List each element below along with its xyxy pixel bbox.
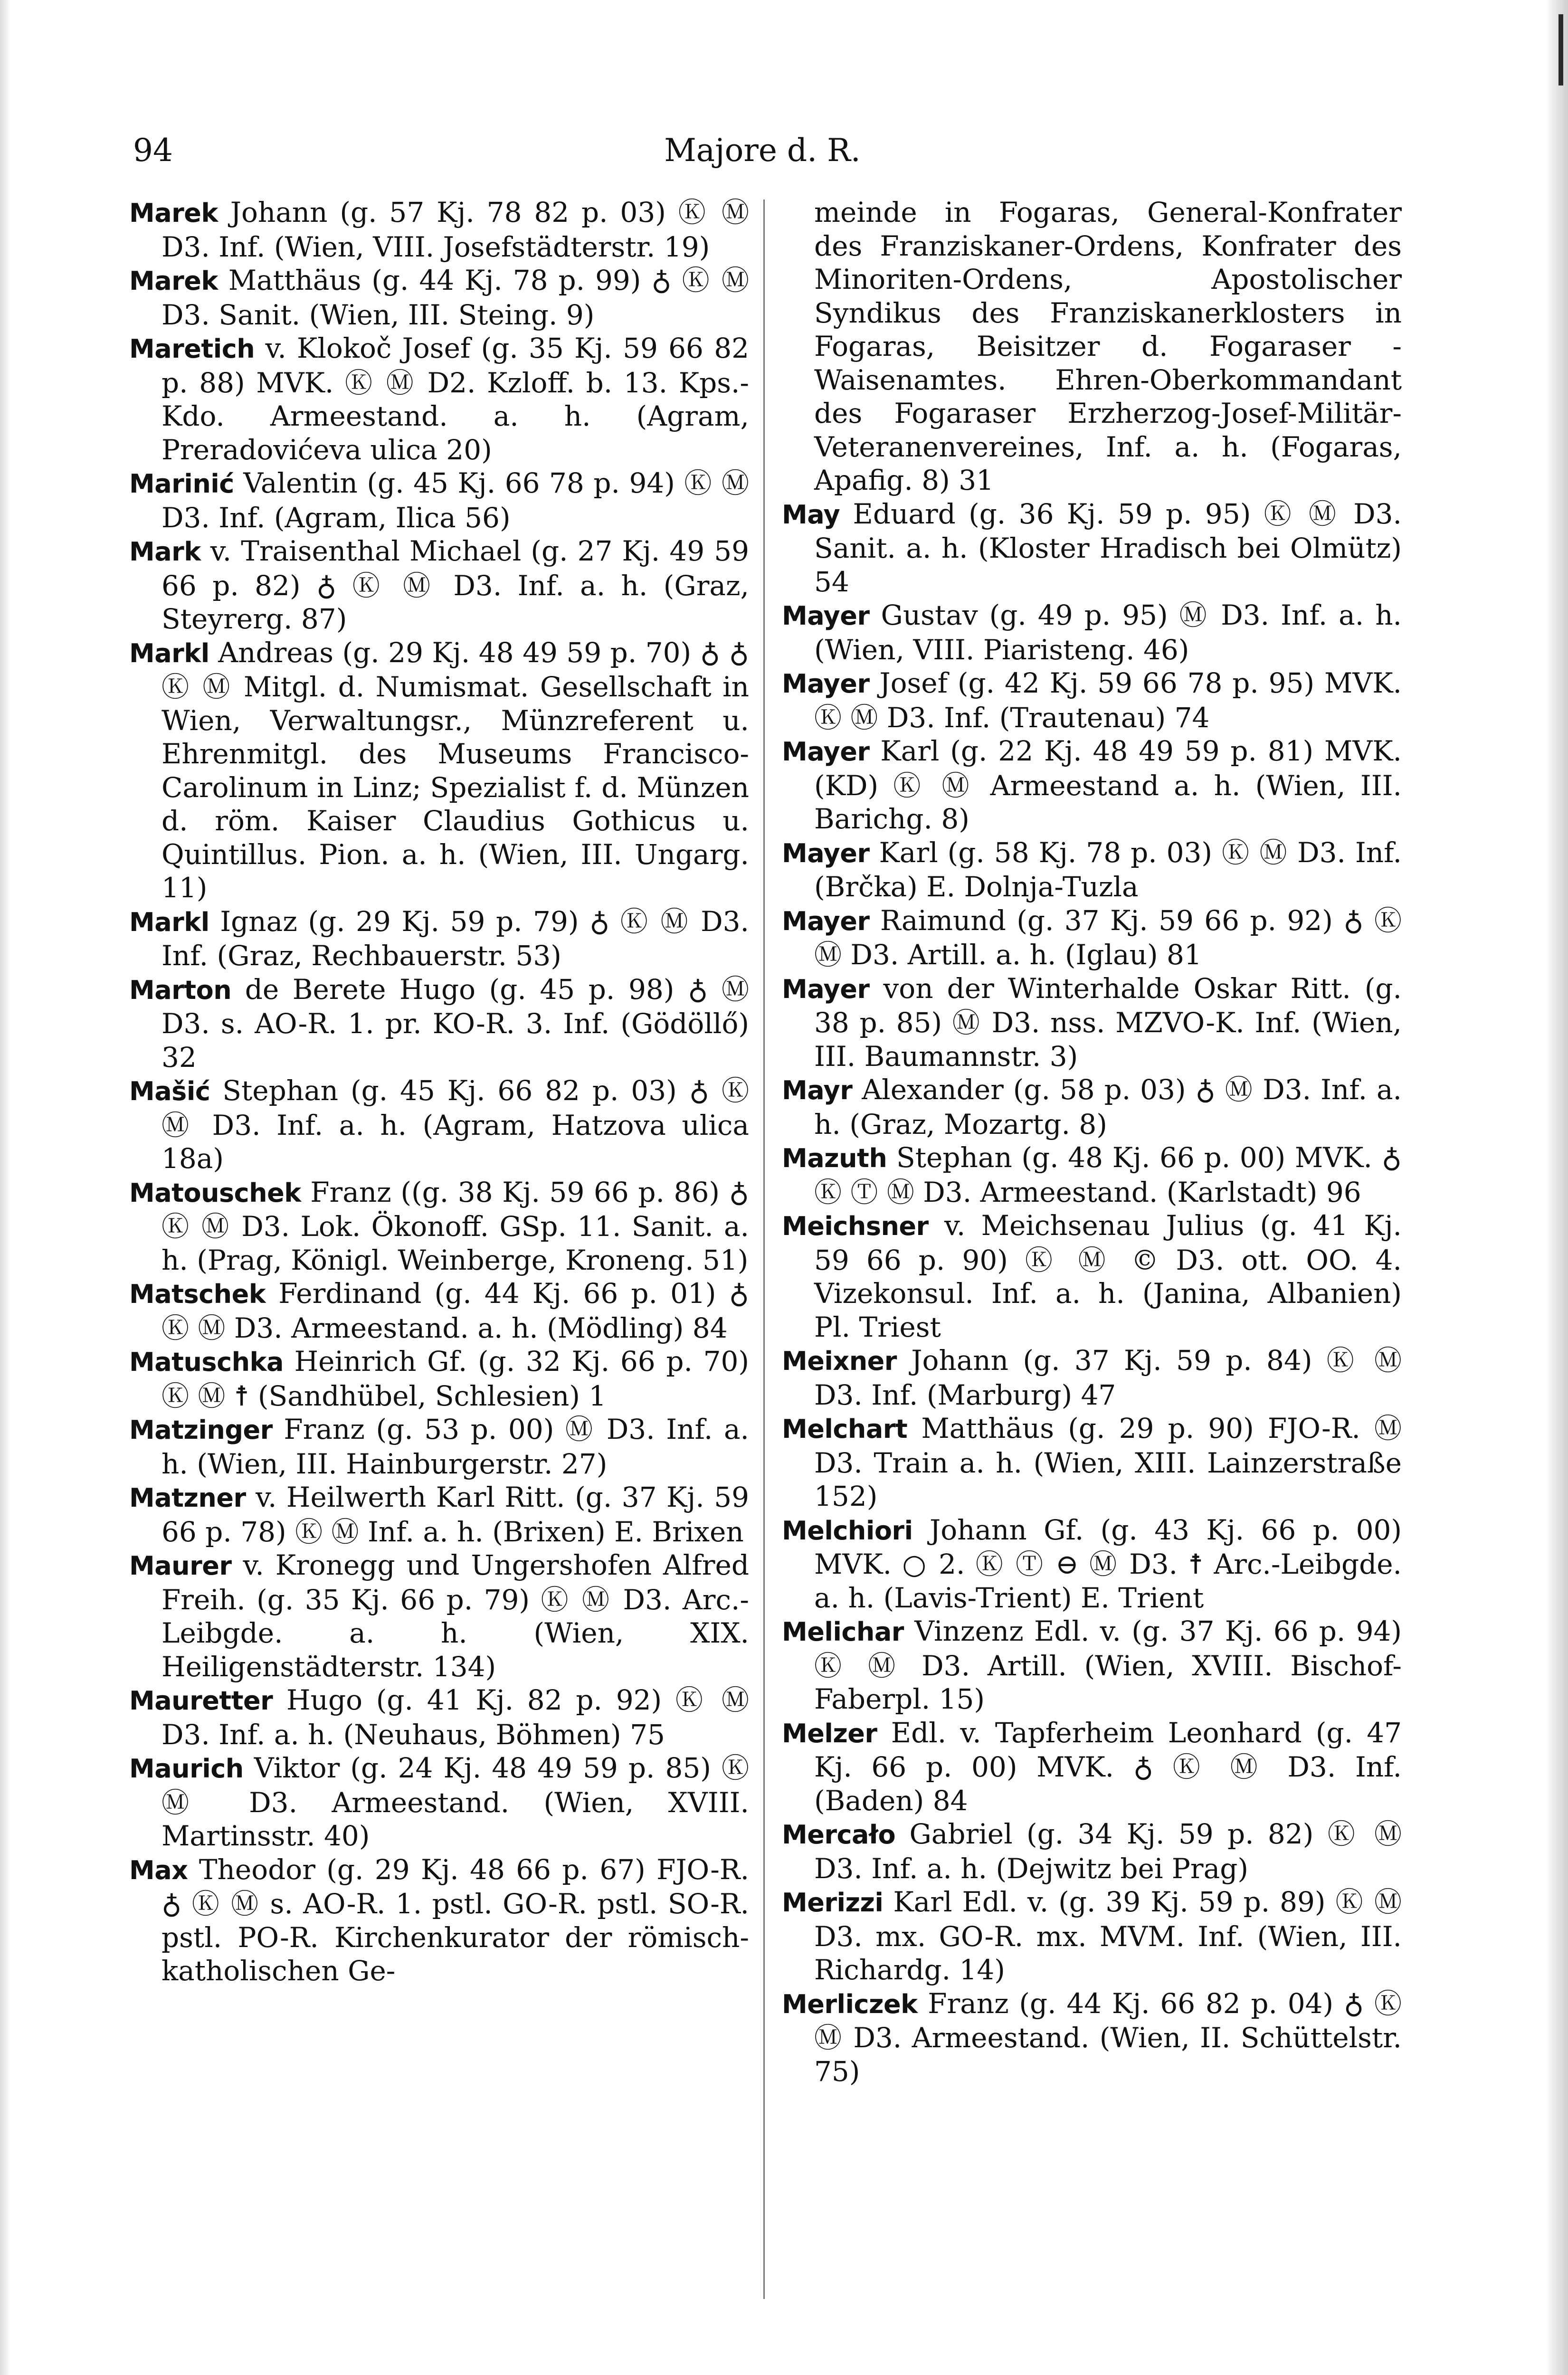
entry-details: Edl. v. Tapferheim Leonhard (g. 47 Kj. 66 p. 00) MVK. ♁ Ⓚ Ⓜ D3. Inf. (Baden) 84 [814,1716,1402,1817]
entry-details: Andreas (g. 29 Kj. 48 49 59 p. 70) ♁ ♁ Ⓚ Ⓜ Mitgl. d. Numismat. Gesellschaft in Wien, Verwaltungsr., Münzreferent u. Ehrenmitgl. des Museums Francisco-Carolinum in Linz; Spezialist f. d. Münzen d. röm. Kaiser Claudius Gothicus u. Quintillus. Pion. a. h. (Wien, III. Ungarg. 11) [162,636,749,904]
entry-details: Johann Gf. (g. 43 Kj. 66 p. 00) MVK. ○ 2. Ⓚ Ⓣ ⊖ Ⓜ D3. ☨ Arc.-Leibgde. a. h. (Lavis-Trient) E. Trient [814,1513,1402,1614]
directory-entry [782,1817,1402,1885]
entry-details: Gustav (g. 49 p. 95) Ⓜ D3. Inf. a. h. (Wien, VIII. Piaristeng. 46) [814,599,1402,666]
binding-mark [1558,14,1563,86]
directory-entry [129,973,749,1074]
continued-entry-text: meinde in Fogaras, General-Konfrater des Franziskaner-Ordens, Konfrater des Minoriten-Ordens, Apostolischer Syndikus des Franziskanerklosters in Fogaras, Beisitzer d. Fogaraser -Waisenamtes. Ehren-Oberkommandant des Fogaraser Erzherzog-Josef-Militär-Veteranenvereines, Inf. a. h. (Fogaras, Apafig. 8) 31 [814,196,1402,496]
directory-entry [782,1885,1402,1987]
entry-surname: Markl [129,907,209,937]
left-column [129,196,749,1988]
entry-surname: Marek [129,266,218,296]
directory-entry [129,1853,749,1988]
directory-entry [129,466,749,534]
entry-details: Josef (g. 42 Kj. 59 66 78 p. 95) MVK. Ⓚ Ⓜ D3. Inf. (Trautenau) 74 [814,667,1402,734]
directory-entry [129,1345,749,1413]
entry-details: Alexander (g. 58 p. 03) ♁ Ⓜ D3. Inf. a. h. (Graz, Mozartg. 8) [814,1074,1402,1140]
entry-surname: Marek [129,198,218,228]
directory-entry [782,1513,1402,1615]
entry-details: Theodor (g. 29 Kj. 48 66 p. 67) FJO-R. ♁ Ⓚ Ⓜ s. AO-R. 1. pstl. GO-R. pstl. SO-R. pstl. PO-R. Kirchenkurator der römisch-katholischen Ge- [162,1853,749,1987]
directory-entry [782,666,1402,734]
entry-details: Franz (g. 44 Kj. 66 82 p. 04) ♁ Ⓚ Ⓜ D3. Armeestand. (Wien, II. Schüttelstr. 75) [814,1987,1402,2088]
entry-surname: Matschek [129,1279,266,1309]
entry-details: Ignaz (g. 29 Kj. 59 p. 79) ♁ Ⓚ Ⓜ D3. Inf. (Graz, Rechbauerstr. 53) [162,905,749,972]
directory-entry [782,836,1402,904]
right-column [782,196,1402,2088]
entry-surname: May [782,499,840,530]
entry-surname: Marton [129,975,232,1005]
entry-surname: Max [129,1855,188,1885]
entry-surname: Maurer [129,1551,232,1581]
directory-entry [782,1073,1402,1141]
entry-details: Karl (g. 22 Kj. 48 49 59 p. 81) MVK. (KD) Ⓚ Ⓜ Armeestand a. h. (Wien, III. Barichg. 8) [814,735,1402,835]
entry-details: Viktor (g. 24 Kj. 48 49 59 p. 85) Ⓚ Ⓜ D3. Armeestand. (Wien, XVIII. Martinsstr. 40) [162,1752,749,1852]
entry-details: v. Traisenthal Michael (g. 27 Kj. 49 59 66 p. 82) ♁ Ⓚ Ⓜ D3. Inf. a. h. (Graz, Steyrerg. 87) [162,535,749,635]
entry-surname: Maretich [129,334,255,364]
directory-entry [782,1344,1402,1412]
entry-details: Matthäus (g. 44 Kj. 78 p. 99) ♁ Ⓚ Ⓜ D3. Sanit. (Wien, III. Steing. 9) [162,264,749,331]
entry-surname: Mayr [782,1075,853,1105]
directory-entry [129,1176,749,1277]
entry-details: v. Meichsenau Julius (g. 41 Kj. 59 66 p. 90) Ⓚ Ⓜ © D3. ott. OO. 4. Vizekonsul. Inf. a. h. (Janina, Albanien) Pl. Triest [814,1209,1402,1343]
entry-details: Raimund (g. 37 Kj. 59 66 p. 92) ♁ Ⓚ Ⓜ D3. Artill. a. h. (Iglau) 81 [814,904,1402,971]
entry-details: de Berete Hugo (g. 45 p. 98) ♁ Ⓜ D3. s. AO-R. 1. pr. KO-R. 3. Inf. (Gödöllő) 32 [162,973,749,1074]
page-header [133,132,1392,175]
directory-entry [129,905,749,973]
entry-details: v. Kronegg und Ungershofen Alfred Freih. (g. 35 Kj. 66 p. 79) Ⓚ Ⓜ D3. Arc.-Leibgde. a. h. (Wien, XIX. Heiligenstädterstr. 134) [162,1549,749,1683]
directory-entry [782,1987,1402,2089]
entry-surname: Mayer [782,669,870,699]
entry-surname: Mayer [782,974,870,1004]
directory-entry [782,1209,1402,1344]
page-left-edge [0,0,10,2375]
entry-details: Matthäus (g. 29 p. 90) FJO-R. Ⓜ D3. Train a. h. (Wien, XIII. Lainzerstraße 152) [814,1412,1402,1512]
entry-surname: Maurich [129,1754,244,1784]
page-number: 94 [133,132,173,169]
directory-entry [782,904,1402,972]
entry-surname: Matuschka [129,1347,284,1377]
entry-details: Valentin (g. 45 Kj. 66 78 p. 94) Ⓚ Ⓜ D3. Inf. (Agram, Ilica 56) [162,467,749,534]
entry-details: Stephan (g. 45 Kj. 66 82 p. 03) ♁ Ⓚ Ⓜ D3. Inf. a. h. (Agram, Hatzova ulica 18a) [162,1074,749,1175]
directory-entry [782,1141,1402,1209]
entry-details: Johann (g. 37 Kj. 59 p. 84) Ⓚ Ⓜ D3. Inf. (Marburg) 47 [814,1344,1402,1411]
entry-details: Ferdinand (g. 44 Kj. 66 p. 01) ♁ Ⓚ Ⓜ D3. Armeestand. a. h. (Mödling) 84 [162,1277,749,1344]
entry-surname: Merizzi [782,1888,884,1918]
entry-surname: Mayer [782,601,870,631]
entry-surname: Matzinger [129,1415,273,1445]
directory-entry [129,332,749,466]
entry-surname: Melchiori [782,1515,913,1546]
entry-surname: Mauretter [129,1686,273,1716]
entry-details: Franz (g. 53 p. 00) Ⓜ D3. Inf. a. h. (Wien, III. Hainburgerstr. 27) [162,1413,749,1480]
directory-entry [782,734,1402,836]
entry-surname: Mazuth [782,1143,887,1173]
entry-details: Stephan (g. 48 Kj. 66 p. 00) MVK. ♁ Ⓚ Ⓣ Ⓜ D3. Armeestand. (Karlstadt) 96 [814,1141,1402,1208]
entry-details: v. Heilwerth Karl Ritt. (g. 37 Kj. 59 66 p. 78) Ⓚ Ⓜ Inf. a. h. (Brixen) E. Brixen [162,1481,749,1548]
directory-entry [129,1277,749,1345]
running-head: Majore d. R. [664,132,861,169]
entry-surname: Merliczek [782,1989,918,2019]
directory-entry [129,1548,749,1683]
directory-entry [782,1615,1402,1716]
entry-surname: Matzner [129,1483,246,1513]
directory-entry [782,1716,1402,1818]
directory-entry [129,196,749,264]
entry-details: Johann (g. 57 Kj. 78 82 p. 03) Ⓚ Ⓜ D3. Inf. (Wien, VIII. Josefstädterstr. 19) [162,196,749,263]
entry-surname: Melchart [782,1414,908,1444]
directory-entry [129,1074,749,1176]
entry-surname: Meixner [782,1346,897,1376]
entry-details: v. Klokoč Josef (g. 35 Kj. 59 66 82 p. 88) MVK. Ⓚ Ⓜ D2. Kzloff. b. 13. Kps.-Kdo. Armeestand. a. h. (Agram, Preradovićeva ulica 20) [162,332,749,466]
entry-details: von der Winterhalde Oskar Ritt. (g. 38 p. 85) Ⓜ D3. nss. MZVO-K. Inf. (Wien, III. Baumannstr. 3) [814,972,1402,1073]
entry-surname: Mark [129,537,201,567]
entry-details: Karl (g. 58 Kj. 78 p. 03) Ⓚ Ⓜ D3. Inf. (Brčka) E. Dolnja-Tuzla [814,836,1402,903]
directory-entry [129,1751,749,1853]
directory-entry [782,497,1402,599]
entry-surname: Mercało [782,1820,896,1850]
page-right-edge [1546,0,1568,2375]
directory-entry [129,1413,749,1481]
entry-surname: Meichsner [782,1211,929,1241]
directory-entry [129,636,749,905]
entry-surname: Melzer [782,1718,877,1748]
directory-entry [129,534,749,636]
entry-details: Hugo (g. 41 Kj. 82 p. 92) Ⓚ Ⓜ D3. Inf. a. h. (Neuhaus, Böhmen) 75 [162,1684,749,1751]
entry-surname: Mašić [129,1076,210,1106]
entry-details: Gabriel (g. 34 Kj. 59 p. 82) Ⓚ Ⓜ D3. Inf. a. h. (Dejwitz bei Prag) [814,1818,1402,1885]
entry-details: Franz ((g. 38 Kj. 59 66 p. 86) ♁ Ⓚ Ⓜ D3. Lok. Ökonoff. GSp. 11. Sanit. a. h. (Prag, Königl. Weinberge, Kroneng. 51) [162,1176,749,1276]
directory-entry [129,264,749,332]
directory-entry [782,1412,1402,1513]
directory-entry [782,972,1402,1074]
entry-details: Vinzenz Edl. v. (g. 37 Kj. 66 p. 94) Ⓚ Ⓜ D3. Artill. (Wien, XVIII. Bischof-Faberpl. 15) [814,1615,1402,1715]
entry-details: Karl Edl. v. (g. 39 Kj. 59 p. 89) Ⓚ Ⓜ D3. mx. GO-R. mx. MVM. Inf. (Wien, III. Richardg. 14) [814,1886,1402,1986]
entry-surname: Melichar [782,1617,904,1647]
column-divider [763,200,765,2299]
directory-entry [782,598,1402,666]
entry-surname: Marinić [129,469,234,499]
directory-entry [129,1481,749,1548]
entry-surname: Mayer [782,737,870,767]
directory-entry [129,1683,749,1751]
entry-surname: Mayer [782,838,870,868]
entry-details: Eduard (g. 36 Kj. 59 p. 95) Ⓚ Ⓜ D3. Sanit. a. h. (Kloster Hradisch bei Olmütz) 54 [814,497,1402,598]
entry-surname: Matouschek [129,1178,301,1208]
entry-surname: Mayer [782,906,870,936]
entry-surname: Markl [129,638,209,668]
entry-details: Heinrich Gf. (g. 32 Kj. 66 p. 70) Ⓚ Ⓜ ☨ (Sandhübel, Schlesien) 1 [162,1345,749,1412]
